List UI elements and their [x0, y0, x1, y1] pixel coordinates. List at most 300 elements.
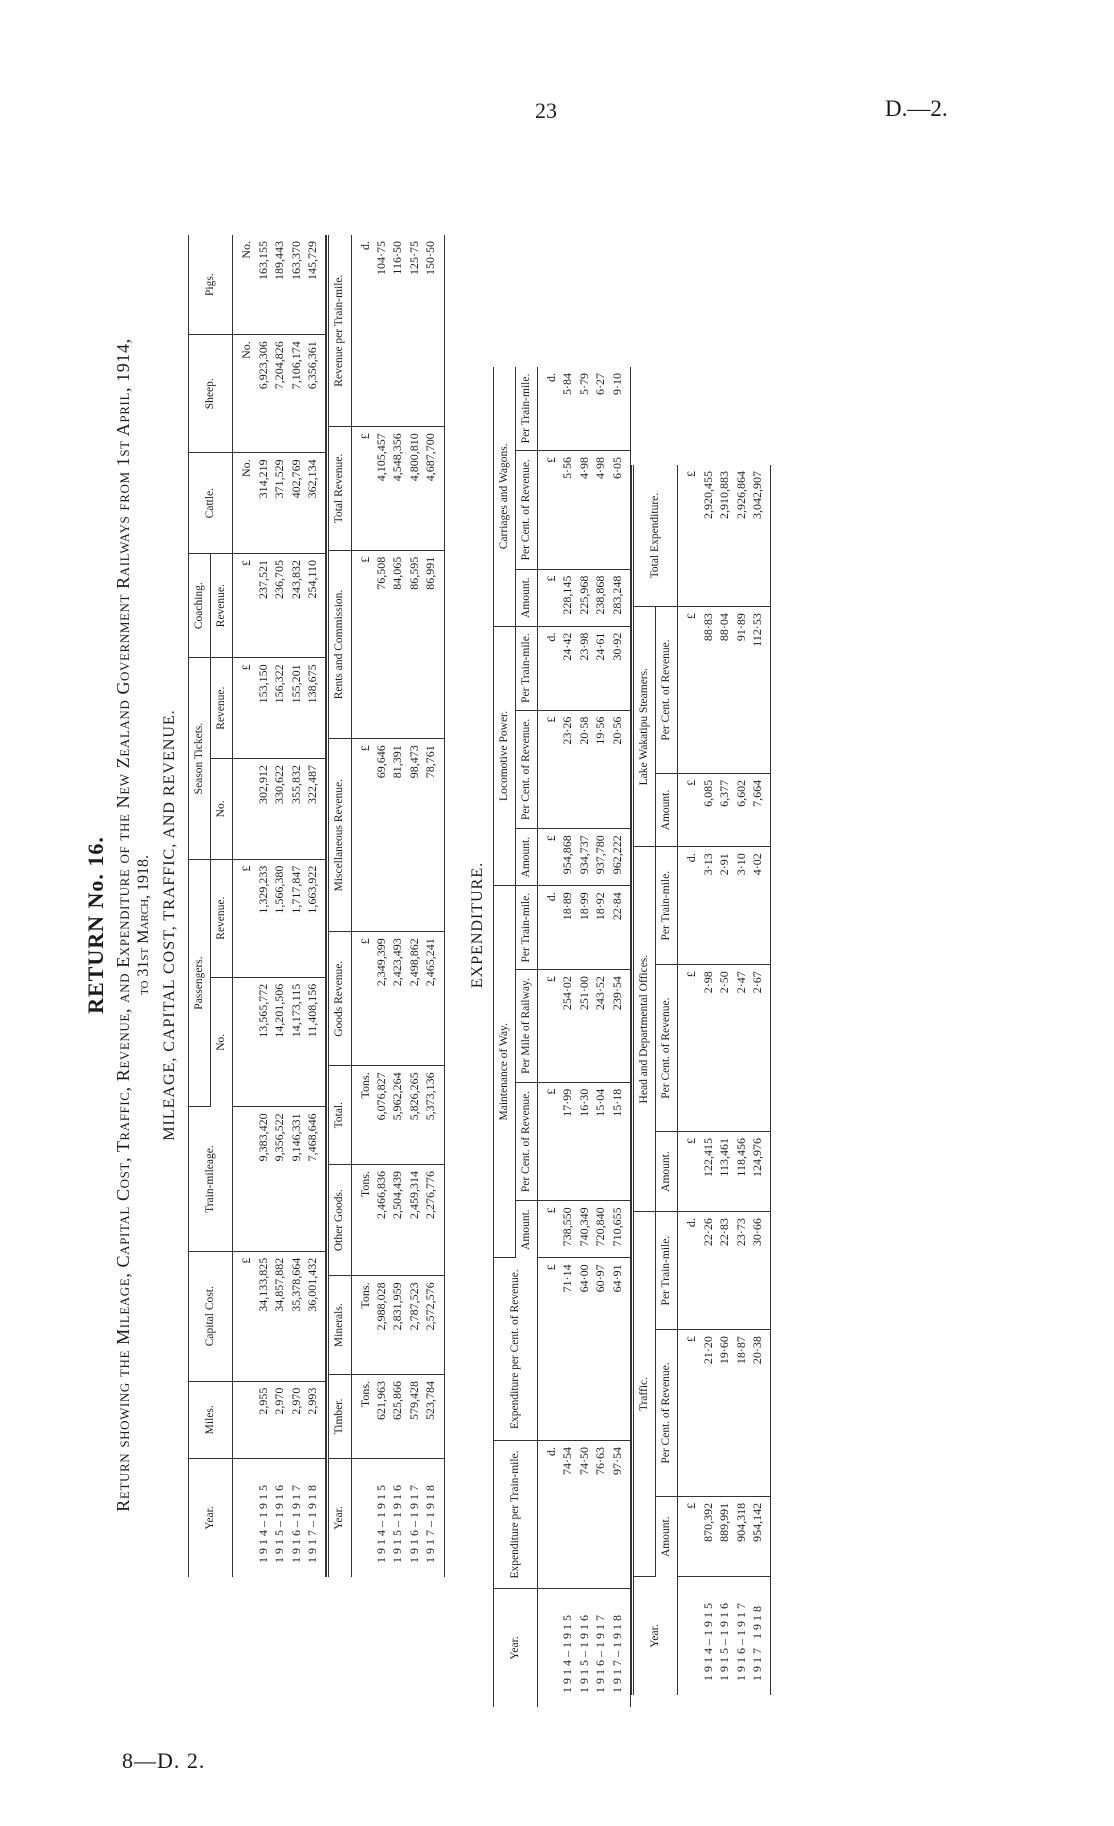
table-cell: 88·04 [716, 607, 732, 774]
col-locomotive-power: Locomotive Power. [493, 626, 515, 886]
table-cell: 330,622 [271, 759, 287, 860]
table-cell: 13,565,772 [255, 977, 271, 1107]
year-cell: 1914–1915 [374, 1482, 388, 1563]
table-cell: 153,150 [255, 658, 271, 759]
table-cell: 4·98 [592, 450, 608, 569]
table-cell: 20·58 [576, 710, 592, 829]
col-minerals: Minerals. [328, 1276, 351, 1375]
table-cell: 163,155 [255, 235, 271, 335]
year-cell: 1916–1917 [593, 1612, 608, 1693]
col-traffic: Traffic. [632, 1212, 655, 1577]
table-cell: 6,076,827 [373, 1066, 389, 1165]
footer-reference: 8—D. 2. [122, 1748, 206, 1773]
unit-cell: £ [351, 739, 373, 932]
table-cell: 962,222 [609, 829, 631, 886]
col-year: Year. [328, 1459, 351, 1578]
table-cell: 2,831,959 [389, 1276, 405, 1375]
col-carriages-wagons: Carriages and Wagons. [493, 367, 515, 626]
unit-cell: £ [678, 465, 700, 607]
table-row [255, 235, 271, 1577]
table-cell: 2,504,439 [389, 1164, 405, 1275]
table-cell: 78,761 [422, 739, 444, 932]
table-cell: 138,675 [304, 658, 326, 759]
table-cell: 5·56 [559, 450, 575, 569]
table-cell: 24·61 [592, 626, 608, 710]
table-cell: 7,204,826 [271, 335, 287, 453]
table-cell: 9,146,331 [288, 1107, 304, 1251]
unit-row [351, 235, 373, 1577]
table-cell: 243·52 [592, 970, 608, 1083]
year-cell: 1915–1916 [390, 1482, 405, 1563]
col-year: Year. [493, 1589, 537, 1708]
title-line-2: to 31st March, 1918. [135, 854, 152, 996]
col-amount: Amount. [515, 829, 537, 886]
expenditure-table-1 [493, 367, 631, 1707]
table-cell: 738,550 [559, 1201, 575, 1258]
table-cell: 740,349 [576, 1201, 592, 1258]
page-number: 23 [535, 98, 557, 123]
table-cell: 2,910,883 [716, 465, 732, 607]
table-row [373, 235, 389, 1577]
table-cell: 22·84 [609, 886, 631, 970]
table-cell: 81,391 [389, 739, 405, 932]
table-cell: 2,955 [255, 1381, 271, 1458]
table-cell: 23·73 [733, 1212, 749, 1330]
unit-cell: £ [538, 1082, 560, 1201]
unit-cell: d. [538, 1440, 560, 1588]
table-cell: 11,408,156 [304, 977, 326, 1107]
year-cell: 1915–1916 [272, 1482, 287, 1563]
table-cell: 621,963 [373, 1374, 389, 1458]
page-reference: D.—2. [885, 96, 948, 121]
table-cell: 937,780 [592, 829, 608, 886]
year-cell: 1917–1918 [609, 1612, 624, 1693]
table-cell: 2,459,314 [406, 1164, 422, 1275]
unit-row [678, 465, 700, 1695]
table-row [406, 235, 422, 1577]
table-cell: 122,415 [700, 1132, 716, 1212]
table-cell: 30·66 [749, 1212, 771, 1330]
unit-cell: £ [678, 773, 700, 846]
table-cell: 283,248 [609, 569, 631, 626]
table-cell: 904,318 [733, 1496, 749, 1576]
table-cell: 228,145 [559, 569, 575, 626]
table-cell: 2,970 [288, 1381, 304, 1458]
year-cell: 1917–1918 [305, 1482, 319, 1563]
table-row [304, 235, 326, 1577]
col-misc-revenue: Miscellaneous Revenue. [328, 739, 351, 932]
unit-cell: £ [233, 1251, 255, 1381]
table-cell: 4,687,700 [422, 427, 444, 551]
table-cell: 6,377 [716, 773, 732, 846]
table-cell: 579,428 [406, 1374, 422, 1458]
table-cell: 523,784 [422, 1374, 444, 1458]
unit-cell [233, 977, 255, 1107]
section-mileage-heading: MILEAGE, CAPITAL COST, TRAFFIC, AND REVENUE. [161, 709, 178, 1141]
table-cell: 112·53 [749, 607, 771, 774]
table-cell: 22·83 [716, 1212, 732, 1330]
col-per-cent-revenue: Per Cent. of Revenue. [656, 1330, 678, 1497]
table-cell: 97·54 [609, 1440, 631, 1588]
col-total: Total. [328, 1066, 351, 1165]
table-cell: 88·83 [700, 607, 716, 774]
unit-cell: £ [233, 658, 255, 759]
table-cell: 18·99 [576, 886, 592, 970]
col-amount: Amount. [515, 569, 537, 626]
table-cell: 1,566,380 [271, 859, 287, 977]
col-cattle: Cattle. [189, 453, 233, 554]
table-cell: 64·00 [576, 1258, 592, 1441]
unit-cell: d. [538, 886, 560, 970]
unit-cell: No. [233, 235, 255, 335]
col-per-train-mile: Per Train-mile. [656, 1212, 678, 1330]
table-cell: 2,993 [304, 1381, 326, 1458]
col-year: Year. [189, 1459, 233, 1578]
col-passengers-no: No. [211, 977, 233, 1107]
col-passengers-revenue: Revenue. [211, 859, 233, 977]
table-cell: 1,717,847 [288, 859, 304, 977]
year-cell: 1914–1915 [700, 1600, 715, 1681]
table-cell: 1,663,922 [304, 859, 326, 977]
col-per-train-mile: Per Train-mile. [656, 847, 678, 965]
unit-cell: No. [233, 453, 255, 554]
col-goods-revenue: Goods Revenue. [328, 932, 351, 1066]
table-cell: 19·56 [592, 710, 608, 829]
table-cell: 3·10 [733, 847, 749, 965]
table-cell: 954,868 [559, 829, 575, 886]
unit-cell: £ [678, 965, 700, 1132]
table-cell: 2,465,241 [422, 932, 444, 1066]
table-cell: 34,133,825 [255, 1251, 271, 1381]
table-cell: 236,705 [271, 553, 287, 657]
table-cell: 4,800,810 [406, 427, 422, 551]
table-cell: 9,356,522 [271, 1107, 287, 1251]
table-cell: 7,664 [749, 773, 771, 846]
table-cell: 18·92 [592, 886, 608, 970]
table-row [389, 235, 405, 1577]
table-cell: 254·02 [559, 970, 575, 1083]
table-cell: 362,134 [304, 453, 326, 554]
col-season-tickets: Season Tickets. [189, 658, 211, 859]
table-row [716, 465, 732, 1695]
unit-cell [233, 1381, 255, 1458]
unit-cell: d. [678, 1212, 700, 1330]
table-cell: 19·60 [716, 1330, 732, 1497]
section-expenditure-heading: EXPENDITURE. [468, 861, 486, 989]
table-cell: 30·92 [609, 626, 631, 710]
table-cell: 2,276,776 [422, 1164, 444, 1275]
col-coaching-revenue: Revenue. [211, 553, 233, 657]
table-row [609, 367, 631, 1707]
table-row [749, 465, 771, 1695]
table-cell: 625,866 [389, 1374, 405, 1458]
table-cell: 2·98 [700, 965, 716, 1132]
table-cell: 2,498,862 [406, 932, 422, 1066]
table-cell: 7,106,174 [288, 335, 304, 453]
table-cell: 4·98 [576, 450, 592, 569]
table-cell: 6,085 [700, 773, 716, 846]
goods-revenue-table [326, 235, 444, 1577]
table-cell: 156,322 [271, 658, 287, 759]
table-cell: 889,991 [716, 1496, 732, 1576]
table-row [700, 465, 716, 1695]
table-cell: 2·91 [716, 847, 732, 965]
unit-cell: £ [538, 710, 560, 829]
col-amount: Amount. [656, 773, 678, 846]
year-cell: 1914–1915 [560, 1612, 575, 1693]
unit-cell: £ [233, 859, 255, 977]
table-cell: 69,646 [373, 739, 389, 932]
table-cell: 243,832 [288, 553, 304, 657]
table-cell: 2,970 [271, 1381, 287, 1458]
table-cell: 23·26 [559, 710, 575, 829]
table-row [592, 367, 608, 1707]
unit-cell: Tons. [351, 1164, 373, 1275]
unit-cell: d. [538, 367, 560, 450]
unit-cell: £ [538, 829, 560, 886]
table-cell: 17·99 [559, 1082, 575, 1201]
unit-cell: Tons. [351, 1374, 373, 1458]
table-cell: 6·27 [592, 367, 608, 450]
table-cell: 150·50 [422, 235, 444, 427]
col-maintenance-of-way: Maintenance of Way. [493, 886, 515, 1258]
unit-cell: £ [678, 1132, 700, 1212]
title-line-1: Return showing the Mileage, Capital Cost, Traffic, Revenue, and Expenditure of the New Zealand Government Railways from 1st April, 1914, [112, 338, 133, 1512]
return-label: RETURN No. 16. [83, 836, 108, 1014]
col-lake-wakatipu-steamers: Lake Wakatipu Steamers. [632, 607, 655, 847]
year-cell: 1915–1916 [717, 1600, 732, 1681]
col-pigs: Pigs. [189, 235, 233, 335]
table-cell: 20·56 [609, 710, 631, 829]
unit-cell: £ [678, 1496, 700, 1576]
unit-row [233, 235, 255, 1577]
unit-cell: d. [538, 626, 560, 710]
table-cell: 14,201,506 [271, 977, 287, 1107]
table-cell: 16·30 [576, 1082, 592, 1201]
table-cell: 24·42 [559, 626, 575, 710]
table-cell: 238,868 [592, 569, 608, 626]
table-cell: 5·79 [576, 367, 592, 450]
table-cell: 3,042,907 [749, 465, 771, 607]
table-cell: 2,423,493 [389, 932, 405, 1066]
table-cell: 91·89 [733, 607, 749, 774]
col-amount: Amount. [656, 1496, 678, 1576]
table-cell: 9,383,420 [255, 1107, 271, 1251]
table-cell: 2·50 [716, 965, 732, 1132]
table-cell: 355,832 [288, 759, 304, 860]
table-cell: 18·89 [559, 886, 575, 970]
table-row [422, 235, 444, 1577]
table-cell: 74·54 [559, 1440, 575, 1588]
col-exp-per-cent: Expenditure per Cent. of Revenue. [493, 1258, 537, 1441]
table-cell: 9·10 [609, 367, 631, 450]
unit-row [538, 367, 560, 1707]
table-cell: 225,968 [576, 569, 592, 626]
year-cell: 1914–1915 [255, 1482, 270, 1563]
table-cell: 2,787,523 [406, 1276, 422, 1375]
unit-cell: £ [351, 427, 373, 551]
col-per-cent-revenue: Per Cent. of Revenue. [515, 1082, 537, 1201]
unit-cell: d. [351, 235, 373, 427]
table-row [576, 367, 592, 1707]
year-cell: 1916–1917 [733, 1600, 748, 1681]
table-cell: 104·75 [373, 235, 389, 427]
table-cell: 124,976 [749, 1132, 771, 1212]
table-row [288, 235, 304, 1577]
table-cell: 251·00 [576, 970, 592, 1083]
unit-cell: d. [678, 847, 700, 965]
table-cell: 21·20 [700, 1330, 716, 1497]
table-cell: 7,468,646 [304, 1107, 326, 1251]
unit-cell [351, 1459, 373, 1578]
table-cell: 2·47 [733, 965, 749, 1132]
unit-cell: Tons. [351, 1276, 373, 1375]
expenditure-table-2 [631, 465, 771, 1695]
table-cell: 239·54 [609, 970, 631, 1083]
col-per-cent-revenue: Per Cent. of Revenue. [515, 450, 537, 569]
table-cell: 4,548,356 [389, 427, 405, 551]
table-cell: 1,329,233 [255, 859, 271, 977]
col-exp-per-train-mile: Expenditure per Train-mile. [493, 1440, 537, 1588]
table-cell: 113,461 [716, 1132, 732, 1212]
col-revenue-per-train-mile: Revenue per Train-mile. [328, 235, 351, 427]
unit-cell: £ [538, 1258, 560, 1441]
table-cell: 934,737 [576, 829, 592, 886]
col-rents-commission: Rents and Commission. [328, 550, 351, 738]
unit-cell [233, 1459, 255, 1578]
col-amount: Amount. [656, 1132, 678, 1212]
col-per-cent-revenue: Per Cent. of Revenue. [656, 965, 678, 1132]
unit-cell [538, 1589, 560, 1708]
unit-cell: No. [233, 335, 255, 453]
unit-cell: £ [678, 1330, 700, 1497]
table-cell: 20·38 [749, 1330, 771, 1497]
table-cell: 74·50 [576, 1440, 592, 1588]
table-cell: 5,962,264 [389, 1066, 405, 1165]
table-cell: 15·18 [609, 1082, 631, 1201]
table-cell: 14,173,115 [288, 977, 304, 1107]
table-cell: 34,857,882 [271, 1251, 287, 1381]
col-per-cent-revenue: Per Cent. of Revenue. [515, 710, 537, 829]
table-cell: 125·75 [406, 235, 422, 427]
table-cell: 116·50 [389, 235, 405, 427]
table-cell: 6·05 [609, 450, 631, 569]
col-per-train-mile: Per Train-mile. [515, 626, 537, 710]
table-cell: 76,508 [373, 550, 389, 738]
table-cell: 2,466,836 [373, 1164, 389, 1275]
table-cell: 2,926,864 [733, 465, 749, 607]
table-cell: 86,595 [406, 550, 422, 738]
year-cell: 1915–1916 [576, 1612, 591, 1693]
col-head-departmental-offices: Head and Departmental Offices. [632, 847, 655, 1212]
col-total-revenue: Total Revenue. [328, 427, 351, 551]
table-cell: 4·02 [749, 847, 771, 965]
table-cell: 6,356,361 [304, 335, 326, 453]
table-cell: 71·14 [559, 1258, 575, 1441]
table-cell: 18·87 [733, 1330, 749, 1497]
table-cell: 15·04 [592, 1082, 608, 1201]
table-cell: 98,473 [406, 739, 422, 932]
year-cell: 1916–1917 [406, 1482, 421, 1563]
table-cell: 710,655 [609, 1201, 631, 1258]
table-row [271, 235, 287, 1577]
year-cell: 1916–1917 [288, 1482, 303, 1563]
table-cell: 2·67 [749, 965, 771, 1132]
year-cell: 1917 1918 [749, 1603, 764, 1681]
table-cell: 5·84 [559, 367, 575, 450]
col-miles: Miles. [189, 1381, 233, 1458]
unit-cell: Tons. [351, 1066, 373, 1165]
mileage-traffic-table [188, 235, 326, 1577]
year-cell: 1917–1918 [423, 1482, 438, 1563]
unit-cell: £ [351, 932, 373, 1066]
table-cell: 22·26 [700, 1212, 716, 1330]
rotated-page-content [78, 135, 1078, 1715]
unit-cell: £ [678, 607, 700, 774]
col-other-goods: Other Goods. [328, 1164, 351, 1275]
col-passengers: Passengers. [189, 859, 211, 1107]
table-cell: 5,373,136 [422, 1066, 444, 1165]
col-amount: Amount. [515, 1201, 537, 1258]
table-cell: 870,392 [700, 1496, 716, 1576]
unit-cell: £ [233, 553, 255, 657]
table-cell: 84,065 [389, 550, 405, 738]
table-cell: 254,110 [304, 553, 326, 657]
table-cell: 2,988,028 [373, 1276, 389, 1375]
table-cell: 402,769 [288, 453, 304, 554]
col-season-revenue: Revenue. [211, 658, 233, 759]
table-cell: 302,912 [255, 759, 271, 860]
col-year: Year. [632, 1577, 677, 1696]
table-cell: 237,521 [255, 553, 271, 657]
col-timber: Timber. [328, 1374, 351, 1458]
table-cell: 720,840 [592, 1201, 608, 1258]
col-coaching: Coaching. [189, 553, 211, 657]
table-cell: 371,529 [271, 453, 287, 554]
col-per-train-mile: Per Train-mile. [515, 886, 537, 970]
unit-cell [678, 1577, 700, 1696]
table-cell: 6,923,306 [255, 335, 271, 453]
col-per-train-mile: Per Train-mile. [515, 367, 537, 450]
table-cell: 145,729 [304, 235, 326, 335]
table-cell: 163,370 [288, 235, 304, 335]
table-cell: 64·91 [609, 1258, 631, 1441]
table-row [559, 367, 575, 1707]
col-per-cent-revenue: Per Cent. of Revenue. [656, 607, 678, 774]
table-cell: 3·13 [700, 847, 716, 965]
col-sheep: Sheep. [189, 335, 233, 453]
col-season-no: No. [211, 759, 233, 860]
col-total-expenditure: Total Expenditure. [632, 465, 677, 607]
table-cell: 35,378,664 [288, 1251, 304, 1381]
table-cell: 4,105,457 [373, 427, 389, 551]
col-train-mileage: Train-mileage. [189, 1107, 233, 1251]
table-cell: 314,219 [255, 453, 271, 554]
col-per-mile-railway: Per Mile of Railway. [515, 970, 537, 1083]
unit-cell [233, 1107, 255, 1251]
table-cell: 60·97 [592, 1258, 608, 1441]
table-cell: 23·98 [576, 626, 592, 710]
table-cell: 86,991 [422, 550, 444, 738]
table-cell: 118,456 [733, 1132, 749, 1212]
col-capital-cost: Capital Cost. [189, 1251, 233, 1381]
table-cell: 322,487 [304, 759, 326, 860]
unit-cell: £ [538, 450, 560, 569]
unit-cell: £ [538, 1201, 560, 1258]
table-cell: 2,920,455 [700, 465, 716, 607]
table-cell: 2,349,399 [373, 932, 389, 1066]
table-cell: 2,572,576 [422, 1276, 444, 1375]
